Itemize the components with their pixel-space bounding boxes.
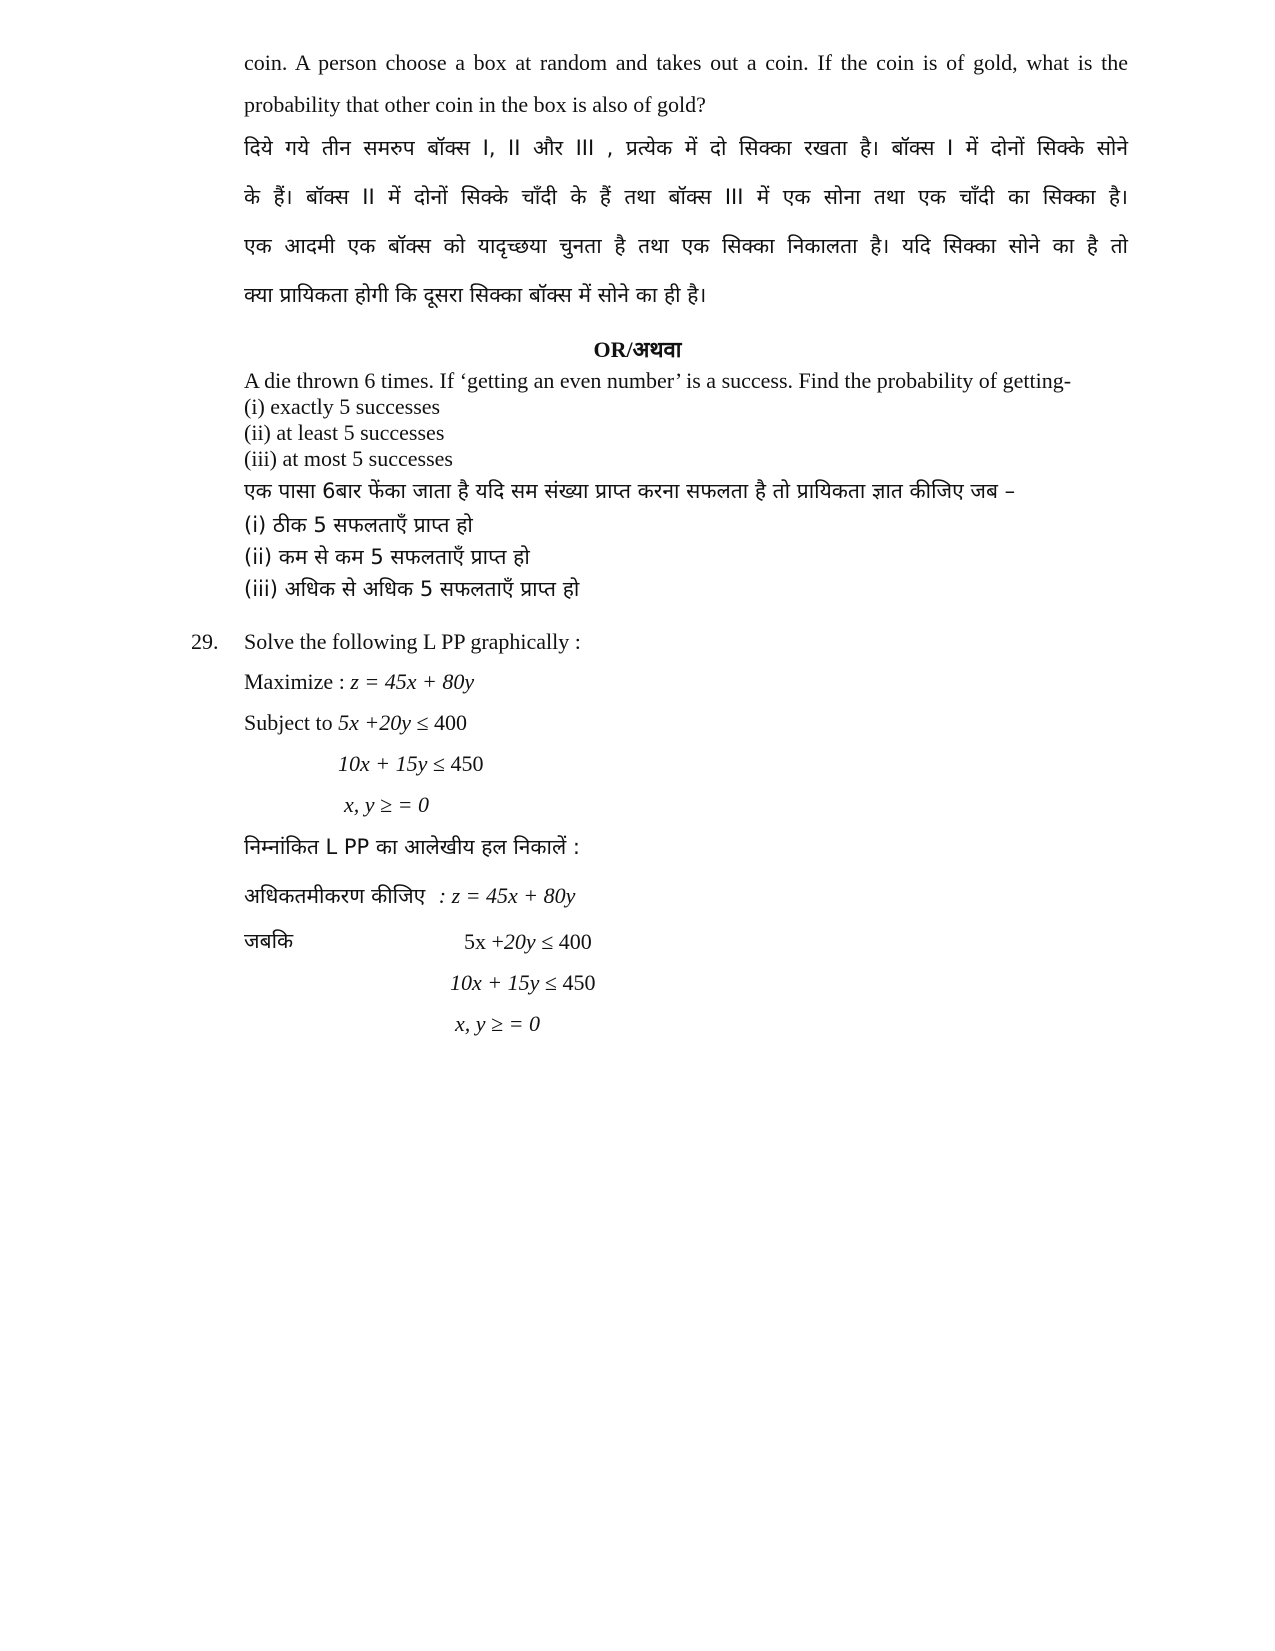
hindi-objective-function: : z = 45x + 80y xyxy=(433,883,576,908)
alt-hindi-stem: एक पासा 6बार फेंका जाता है यदि सम संख्या प्राप्त करना सफलता है तो प्रायिकता ज्ञात कीजिए जब – xyxy=(244,479,1016,503)
q28-hindi-line-1: दिये गये तीन समरुप बॉक्स I, II और III , प्रत्येक में दो सिक्का रखता है। बॉक्स I में दोनों सिक्के सोने xyxy=(244,136,1128,160)
maximize-label: Maximize : xyxy=(244,669,351,694)
q29-hindi-constraint-1 xyxy=(464,929,592,955)
or-heading: OR/अथवा xyxy=(593,337,682,362)
q29-hindi-constraint-2 xyxy=(450,970,595,996)
constraint-2-rhs: ≤ 450 xyxy=(427,751,484,776)
alt-english-part-i: (i) exactly 5 successes xyxy=(244,394,441,419)
q29-hindi-constraint-3: x, y ≥ = 0 xyxy=(455,1011,540,1036)
constraint-2-lhs: 10x + 15y xyxy=(338,751,428,776)
question-number: 29. xyxy=(191,629,219,654)
hindi-constraint-1-lhs: 5x + xyxy=(464,929,504,954)
alt-english-stem: A die thrown 6 times. If ‘getting an even number’ is a success. Find the probability of getting- xyxy=(244,368,1072,393)
constraint-1-lhs: 5x +20y xyxy=(338,710,411,735)
q29-constraint-2 xyxy=(338,751,483,777)
q28-hindi-line-2: के हैं। बॉक्स II में दोनों सिक्के चाँदी के हैं तथा बॉक्स III में एक सोना तथा एक चाँदी का सिक्का है। xyxy=(244,185,1128,209)
constraint-1-rhs: ≤ 400 xyxy=(410,710,468,735)
q29-hindi-subject-label: जबकि xyxy=(244,929,294,953)
q29-constraint-3: x, y ≥ = 0 xyxy=(344,792,429,817)
alt-hindi-part-iii: (iii) अधिक से अधिक 5 सफलताएँ प्राप्त हो xyxy=(244,577,580,601)
hindi-constraint-2-lhs: 10x + 15y xyxy=(450,970,540,995)
alt-hindi-part-i: (i) ठीक 5 सफलताएँ प्राप्त हो xyxy=(244,513,473,537)
q28-english-line-2: probability that other coin in the box is also of gold? xyxy=(244,92,706,117)
q28-hindi-line-3: एक आदमी एक बॉक्स को यादृच्छया चुनता है तथा एक सिक्का निकालता है। यदि सिक्का सोने का है तो xyxy=(244,234,1128,258)
q29-subject-to xyxy=(244,710,467,736)
hindi-constraint-1-rhs: ≤ 400 xyxy=(535,929,592,954)
q29-maximize xyxy=(244,669,474,695)
hindi-maximize-label: अधिकतमीकरण कीजिए xyxy=(244,884,426,908)
q28-hindi-line-4: क्या प्रायिकता होगी कि दूसरा सिक्का बॉक्स में सोने का ही है। xyxy=(244,283,707,307)
hindi-constraint-2-rhs: ≤ 450 xyxy=(539,970,596,995)
alt-english-part-ii: (ii) at least 5 successes xyxy=(244,420,445,445)
q29-hindi-maximize xyxy=(244,882,575,910)
subject-to-label: Subject to xyxy=(244,710,339,735)
objective-function: z = 45x + 80y xyxy=(350,669,475,694)
q28-english-line-1: coin. A person choose a box at random and takes out a coin. If the coin is of gold, what is the xyxy=(244,50,1128,75)
q29-stem: Solve the following L PP graphically : xyxy=(244,629,581,654)
alt-english-part-iii: (iii) at most 5 successes xyxy=(244,446,453,471)
alt-hindi-part-ii: (ii) कम से कम 5 सफलताएँ प्राप्त हो xyxy=(244,545,530,569)
hindi-constraint-1-lhs-italic: 20y xyxy=(503,929,536,954)
q29-hindi-stem: निम्नांकित L PP का आलेखीय हल निकालें : xyxy=(244,835,580,859)
